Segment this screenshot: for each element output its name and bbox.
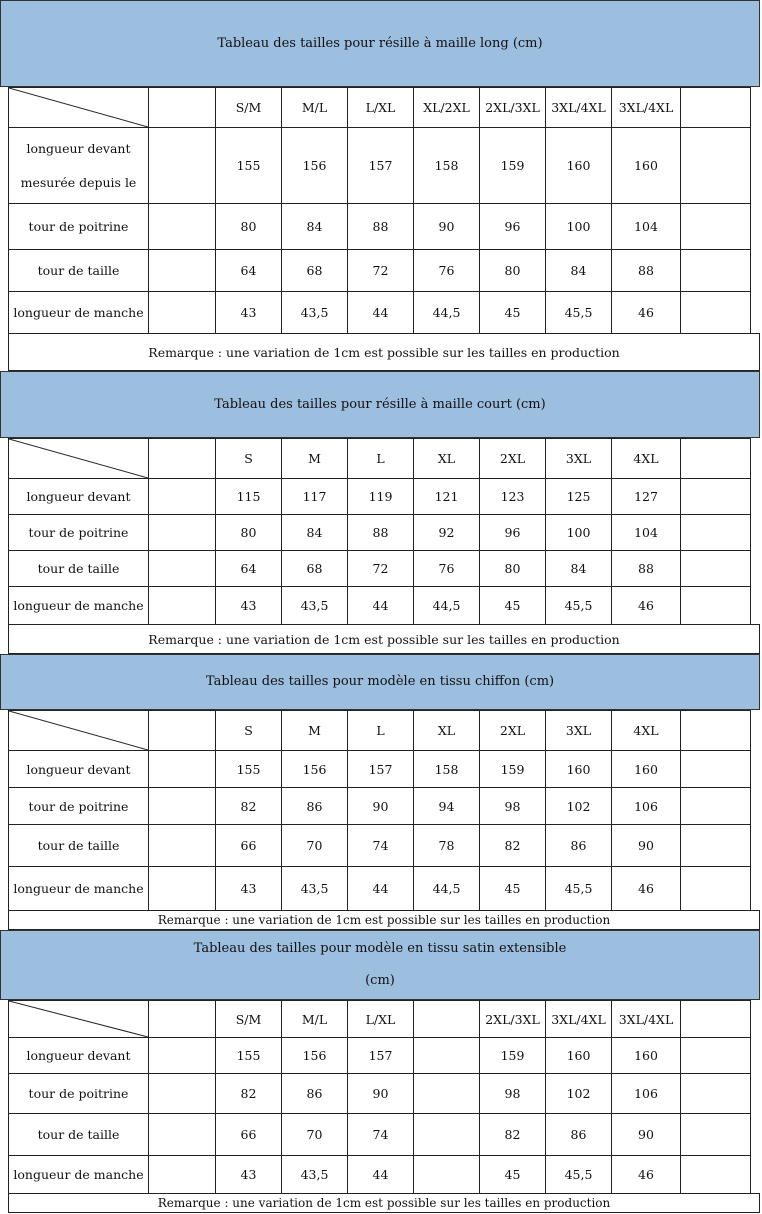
size-header: XL (414, 439, 480, 479)
row-label: tour de poitrine (9, 1074, 149, 1114)
value-cell (414, 1156, 480, 1194)
value-cell: 104 (612, 515, 681, 551)
empty-cell (681, 515, 751, 551)
empty-cell (149, 292, 216, 334)
size-header: S/M (216, 1001, 282, 1038)
value-cell: 102 (546, 788, 612, 825)
table-row (9, 551, 751, 587)
section-title (0, 930, 760, 1000)
empty-cell (681, 204, 751, 250)
value-cell: 78 (414, 825, 480, 867)
value-cell (414, 1074, 480, 1114)
section-title-text: Tableau des tailles pour résille à maille court (cm) (214, 396, 546, 412)
value-cell: 119 (348, 479, 414, 515)
value-cell: 68 (282, 250, 348, 292)
value-cell: 159 (480, 1038, 546, 1074)
value-cell: 46 (612, 867, 681, 911)
value-cell: 44 (348, 292, 414, 334)
empty-cell (149, 128, 216, 204)
value-cell: 160 (546, 751, 612, 788)
row-label: longueur devant (9, 1038, 149, 1074)
value-cell: 86 (546, 1114, 612, 1156)
value-cell: 160 (612, 751, 681, 788)
value-cell: 72 (348, 551, 414, 587)
table-row (9, 867, 751, 911)
row-label: longueur de manche (9, 1156, 149, 1194)
row-label: longueur de manche (9, 292, 149, 334)
empty-cell (681, 788, 751, 825)
empty-cell (681, 250, 751, 292)
value-cell: 44,5 (414, 587, 480, 625)
size-header: 3XL/4XL (612, 1001, 681, 1038)
value-cell: 100 (546, 515, 612, 551)
value-cell: 80 (480, 250, 546, 292)
value-cell: 90 (348, 788, 414, 825)
value-cell: 66 (216, 1114, 282, 1156)
value-cell: 45 (480, 1156, 546, 1194)
value-cell: 74 (348, 1114, 414, 1156)
row-label-line-2: mesurée depuis le (20, 174, 137, 190)
row-label (9, 128, 149, 204)
table-row (9, 1114, 751, 1156)
size-header: 3XL/4XL (612, 88, 681, 128)
table-row (9, 128, 751, 204)
empty-cell (149, 479, 216, 515)
value-cell: 160 (546, 128, 612, 204)
value-cell: 43 (216, 867, 282, 911)
size-table (8, 438, 751, 625)
size-table (8, 87, 751, 334)
value-cell: 44,5 (414, 867, 480, 911)
value-cell: 115 (216, 479, 282, 515)
value-cell: 80 (216, 515, 282, 551)
value-cell: 82 (216, 1074, 282, 1114)
value-cell: 44 (348, 867, 414, 911)
value-cell: 159 (480, 751, 546, 788)
value-cell: 66 (216, 825, 282, 867)
value-cell: 45,5 (546, 1156, 612, 1194)
value-cell: 86 (546, 825, 612, 867)
value-cell: 123 (480, 479, 546, 515)
row-label: longueur de manche (9, 867, 149, 911)
value-cell: 84 (546, 250, 612, 292)
row-label-line: longueur devant (26, 140, 131, 156)
empty-cell (149, 1074, 216, 1114)
table-row (9, 587, 751, 625)
value-cell: 90 (612, 825, 681, 867)
row-label: tour de taille (9, 825, 149, 867)
table-row (9, 1156, 751, 1194)
section-title-text: Tableau des tailles pour modèle en tissu satin extensible (193, 941, 567, 956)
value-cell: 45 (480, 587, 546, 625)
value-cell: 44 (348, 587, 414, 625)
header-row (9, 711, 751, 751)
value-cell: 90 (348, 1074, 414, 1114)
value-cell: 68 (282, 551, 348, 587)
remark-note (8, 910, 760, 930)
remark-text: Remarque : une variation de 1cm est possible sur les tailles en production (157, 1196, 611, 1210)
section-title (0, 0, 760, 87)
size-header: L/XL (348, 1001, 414, 1038)
header-row (9, 439, 751, 479)
row-label: tour de poitrine (9, 515, 149, 551)
value-cell: 160 (546, 1038, 612, 1074)
empty-cell (681, 867, 751, 911)
value-cell: 92 (414, 515, 480, 551)
value-cell: 80 (480, 551, 546, 587)
value-cell: 94 (414, 788, 480, 825)
size-header: S/M (216, 88, 282, 128)
size-table (8, 710, 751, 911)
empty-cell (149, 439, 216, 479)
size-header: L (348, 711, 414, 751)
empty-cell (149, 204, 216, 250)
size-header: M (282, 711, 348, 751)
table-row (9, 250, 751, 292)
size-header: M/L (282, 88, 348, 128)
row-label: tour de taille (9, 250, 149, 292)
size-header: XL (414, 711, 480, 751)
empty-cell (149, 788, 216, 825)
value-cell: 127 (612, 479, 681, 515)
value-cell: 43,5 (282, 867, 348, 911)
size-header: 3XL/4XL (546, 1001, 612, 1038)
value-cell: 43,5 (282, 292, 348, 334)
empty-cell (681, 751, 751, 788)
row-label: tour de taille (9, 551, 149, 587)
remark-text: Remarque : une variation de 1cm est possible sur les tailles en production (157, 913, 611, 927)
value-cell: 157 (348, 751, 414, 788)
value-cell: 46 (612, 1156, 681, 1194)
table-row (9, 515, 751, 551)
section-title-text: Tableau des tailles pour résille à maille long (cm) (217, 35, 543, 51)
corner-cell (9, 711, 149, 751)
value-cell: 90 (612, 1114, 681, 1156)
value-cell: 160 (612, 1038, 681, 1074)
value-cell: 43 (216, 292, 282, 334)
size-header: S (216, 439, 282, 479)
value-cell: 88 (348, 204, 414, 250)
value-cell: 100 (546, 204, 612, 250)
value-cell: 43 (216, 1156, 282, 1194)
value-cell: 121 (414, 479, 480, 515)
remark-note (8, 1193, 760, 1213)
empty-cell (149, 1038, 216, 1074)
empty-cell (149, 825, 216, 867)
empty-cell (681, 825, 751, 867)
size-table (8, 1000, 751, 1194)
size-header: 4XL (612, 711, 681, 751)
value-cell: 82 (480, 825, 546, 867)
value-cell: 155 (216, 128, 282, 204)
value-cell: 86 (282, 1074, 348, 1114)
value-cell: 44,5 (414, 292, 480, 334)
value-cell: 43,5 (282, 587, 348, 625)
value-cell: 45,5 (546, 587, 612, 625)
empty-cell (149, 711, 216, 751)
empty-cell (681, 479, 751, 515)
table-row (9, 292, 751, 334)
table-row (9, 1074, 751, 1114)
value-cell: 158 (414, 751, 480, 788)
header-row (9, 88, 751, 128)
value-cell: 160 (612, 128, 681, 204)
value-cell: 102 (546, 1074, 612, 1114)
value-cell (414, 1038, 480, 1074)
empty-cell (681, 128, 751, 204)
empty-cell (681, 551, 751, 587)
table-row (9, 825, 751, 867)
value-cell: 45,5 (546, 867, 612, 911)
size-header: 2XL/3XL (480, 1001, 546, 1038)
table-row (9, 1038, 751, 1074)
size-header: 3XL/4XL (546, 88, 612, 128)
value-cell: 88 (348, 515, 414, 551)
value-cell: 64 (216, 551, 282, 587)
empty-cell (681, 88, 751, 128)
size-header: L/XL (348, 88, 414, 128)
value-cell: 156 (282, 128, 348, 204)
empty-cell (681, 1074, 751, 1114)
table-row (9, 479, 751, 515)
empty-cell (681, 292, 751, 334)
empty-cell (681, 1001, 751, 1038)
value-cell: 84 (282, 515, 348, 551)
table-row (9, 204, 751, 250)
table-row (9, 788, 751, 825)
value-cell: 98 (480, 1074, 546, 1114)
value-cell: 156 (282, 751, 348, 788)
value-cell: 76 (414, 250, 480, 292)
size-header: L (348, 439, 414, 479)
empty-cell (149, 587, 216, 625)
size-header: 2XL/3XL (480, 88, 546, 128)
value-cell: 117 (282, 479, 348, 515)
empty-cell (681, 1156, 751, 1194)
row-label: longueur de manche (9, 587, 149, 625)
value-cell: 96 (480, 204, 546, 250)
value-cell: 104 (612, 204, 681, 250)
row-label: tour de poitrine (9, 788, 149, 825)
value-cell: 96 (480, 515, 546, 551)
section-title-text-2: (cm) (365, 973, 395, 988)
value-cell: 43,5 (282, 1156, 348, 1194)
value-cell: 44 (348, 1156, 414, 1194)
row-label: longueur devant (9, 479, 149, 515)
size-header: S (216, 711, 282, 751)
value-cell: 64 (216, 250, 282, 292)
value-cell: 158 (414, 128, 480, 204)
corner-cell (9, 1001, 149, 1038)
size-header: M (282, 439, 348, 479)
value-cell: 88 (612, 250, 681, 292)
value-cell: 80 (216, 204, 282, 250)
table-row (9, 751, 751, 788)
remark-text: Remarque : une variation de 1cm est possible sur les tailles en production (148, 344, 620, 360)
empty-cell (149, 1001, 216, 1038)
value-cell: 45 (480, 867, 546, 911)
empty-cell (681, 439, 751, 479)
value-cell: 106 (612, 788, 681, 825)
remark-note (8, 624, 760, 654)
empty-cell (681, 587, 751, 625)
size-header (414, 1001, 480, 1038)
empty-cell (681, 1114, 751, 1156)
value-cell: 159 (480, 128, 546, 204)
empty-cell (149, 250, 216, 292)
value-cell: 74 (348, 825, 414, 867)
remark-text: Remarque : une variation de 1cm est possible sur les tailles en production (148, 631, 620, 647)
value-cell: 82 (480, 1114, 546, 1156)
value-cell: 72 (348, 250, 414, 292)
value-cell: 86 (282, 788, 348, 825)
row-label: longueur devant (9, 751, 149, 788)
value-cell: 70 (282, 825, 348, 867)
value-cell: 155 (216, 751, 282, 788)
row-label: tour de poitrine (9, 204, 149, 250)
row-label: tour de taille (9, 1114, 149, 1156)
value-cell: 156 (282, 1038, 348, 1074)
value-cell: 88 (612, 551, 681, 587)
empty-cell (149, 88, 216, 128)
section-title (0, 654, 760, 710)
size-header: 4XL (612, 439, 681, 479)
value-cell: 76 (414, 551, 480, 587)
size-header: 3XL (546, 439, 612, 479)
value-cell: 70 (282, 1114, 348, 1156)
empty-cell (149, 1114, 216, 1156)
value-cell: 82 (216, 788, 282, 825)
value-cell: 46 (612, 292, 681, 334)
header-row (9, 1001, 751, 1038)
empty-cell (149, 867, 216, 911)
empty-cell (149, 515, 216, 551)
value-cell: 46 (612, 587, 681, 625)
value-cell: 157 (348, 1038, 414, 1074)
value-cell: 45,5 (546, 292, 612, 334)
value-cell: 106 (612, 1074, 681, 1114)
empty-cell (149, 551, 216, 587)
section-title-text: Tableau des tailles pour modèle en tissu chiffon (cm) (205, 674, 555, 689)
value-cell: 43 (216, 587, 282, 625)
value-cell: 45 (480, 292, 546, 334)
empty-cell (149, 751, 216, 788)
empty-cell (149, 1156, 216, 1194)
size-header: 2XL (480, 711, 546, 751)
value-cell: 90 (414, 204, 480, 250)
size-header: XL/2XL (414, 88, 480, 128)
value-cell: 125 (546, 479, 612, 515)
corner-cell (9, 88, 149, 128)
size-header: 3XL (546, 711, 612, 751)
value-cell: 155 (216, 1038, 282, 1074)
section-title (0, 371, 760, 438)
empty-cell (681, 1038, 751, 1074)
value-cell (414, 1114, 480, 1156)
value-cell: 84 (546, 551, 612, 587)
empty-cell (681, 711, 751, 751)
corner-cell (9, 439, 149, 479)
size-header: M/L (282, 1001, 348, 1038)
remark-note (8, 333, 760, 371)
value-cell: 98 (480, 788, 546, 825)
value-cell: 157 (348, 128, 414, 204)
value-cell: 84 (282, 204, 348, 250)
size-header: 2XL (480, 439, 546, 479)
